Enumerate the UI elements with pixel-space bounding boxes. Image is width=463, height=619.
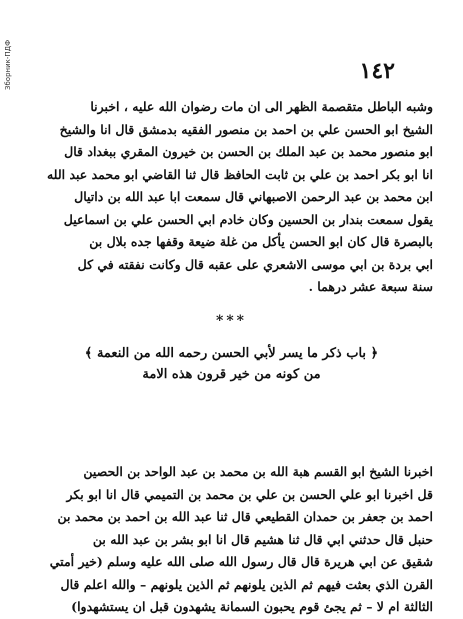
- paragraph-2: [30, 461, 433, 619]
- text-line: شقيق عن ابي هريرة قال قال رسول الله صلى الله عليه وسلم (خير أمتي: [49, 554, 433, 569]
- text-line: ابو منصور محمد بن عبد الملك بن الحسن بن خيرون المقري ببغداد قال: [64, 144, 433, 159]
- text-line: احمد بن جعفر بن حمدان القطيعي قال ثنا عبد الله بن احمد بن محمد بن: [57, 509, 433, 524]
- heading-line: من كونه من خير قرون هذه الامة: [142, 367, 321, 382]
- section-separator: ***: [216, 313, 247, 329]
- text-line: الثالثة ام لا – ثم يجئ قوم يحبون السمانة يشهدون قبل ان يستشهدوا): [71, 599, 433, 614]
- page-number: ١٤٢: [359, 58, 395, 84]
- text-line: ابي بردة بن ابي موسى الاشعري على عقبه قال وكانت نفقته في كل: [77, 256, 433, 272]
- paragraph-1: [30, 96, 433, 299]
- heading-line: ﴿ باب ذكر ما يسر لأبي الحسن رحمه الله من النعمة ﴾: [84, 346, 379, 361]
- text-line: سنة سبعة عشر درهما .: [308, 279, 433, 294]
- margin-note: Зборник-ПДФ: [4, 39, 12, 90]
- text-line: ابن محمد بن عبد الرحمن الاصبهاني قال سمعت ابا عبد الله بن داتيال: [74, 189, 433, 204]
- text-line: القرن الذي بعثت فيهم ثم الذين يلونهم ثم الذين يلونهم – والله اعلم قال: [60, 576, 433, 592]
- text-line: بالبصرة قال كان ابو الحسن يأكل من غلة ضيعة وقفها جده بلال بن: [89, 234, 433, 249]
- text-line: وشبه الباطل متقصمة الظهر الى ان مات رضوان الله عليه ، اخبرنا: [90, 99, 433, 114]
- text-line: الشيخ ابو الحسن علي بن احمد بن منصور الفقيه بدمشق قال انا والشيخ: [59, 121, 433, 137]
- text-line: قل اخبرنا ابو علي الحسن بن علي بن محمد بن التميمي قال انا ابو بكر: [66, 486, 433, 502]
- text-line: انا ابو بكر احمد بن علي بن ثابت الحافظ قال ثنا القاضي ابو محمد عبد الله: [46, 166, 433, 182]
- section-heading: [40, 343, 423, 385]
- text-line: يقول سمعت بندار بن الحسين وكان خادم ابي الحسن علي بن اسماعيل: [63, 211, 433, 227]
- text-line: اخبرنا الشيخ ابو القسم هبة الله بن محمد بن عبد الواحد بن الحصين: [83, 464, 433, 479]
- text-line: حنبل قال حدثني ابي قال ثنا هشيم قال انا ابو بشر بن عبد الله بن: [92, 531, 433, 547]
